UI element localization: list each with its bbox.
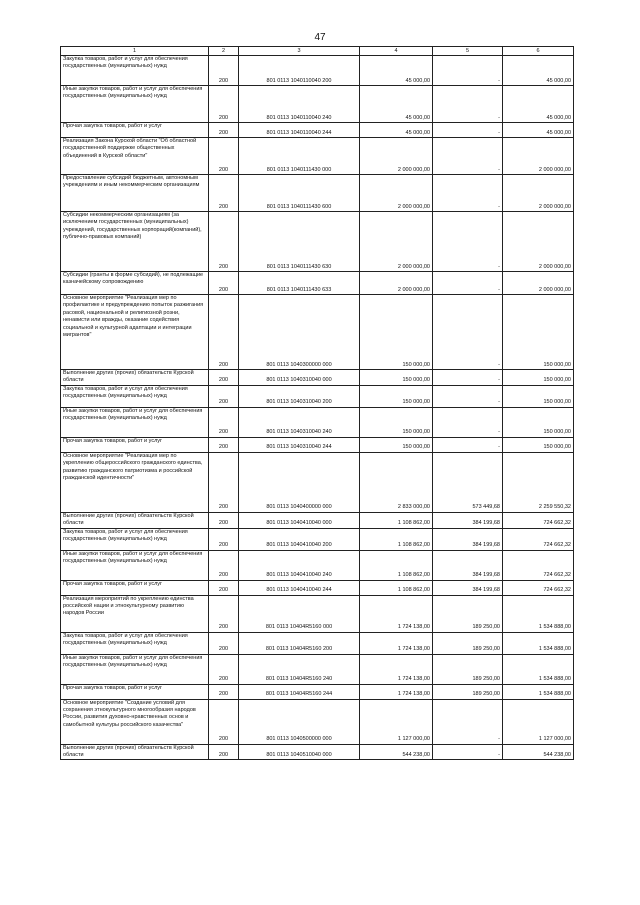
budget-code: 801 0113 1040410040 240 — [239, 550, 360, 580]
amount-approved: 1 127 000,00 — [360, 699, 433, 744]
table-row — [61, 370, 574, 386]
amount-total: 1 534 888,00 — [503, 595, 574, 632]
amount-approved: 2 000 000,00 — [360, 175, 433, 212]
amount-change: 384 199,68 — [433, 528, 503, 550]
ved-code: 200 — [209, 123, 239, 138]
budget-code: 801 0113 1040300000 000 — [239, 295, 360, 370]
amount-change: 384 199,68 — [433, 550, 503, 580]
amount-approved: 45 000,00 — [360, 86, 433, 123]
row-name: Закупка товаров, работ и услуг для обеспечения государственных (муниципальных) нужд — [61, 528, 209, 550]
budget-code: 801 0113 1040310040 240 — [239, 407, 360, 437]
amount-change: 384 199,68 — [433, 512, 503, 528]
ved-code: 200 — [209, 370, 239, 386]
budget-code: 801 0113 1040510040 000 — [239, 744, 360, 760]
amount-total: 1 534 888,00 — [503, 684, 574, 699]
row-name: Закупка товаров, работ и услуг для обеспечения государственных (муниципальных) нужд — [61, 385, 209, 407]
amount-total: 544 238,00 — [503, 744, 574, 760]
amount-approved: 45 000,00 — [360, 56, 433, 86]
row-name: Основное мероприятие "Создание условий для сохранения этнокультурного многообразия народов России, развития духовно-нравственных основ и самобытной культуры российского казачества" — [61, 699, 209, 744]
amount-change: - — [433, 56, 503, 86]
table-header — [61, 47, 574, 56]
budget-code: 801 0113 1040410040 244 — [239, 580, 360, 595]
column-header: 4 — [360, 47, 433, 56]
amount-change: - — [433, 295, 503, 370]
table-row — [61, 212, 574, 272]
table-body — [61, 56, 574, 760]
amount-change: - — [433, 437, 503, 452]
amount-change: - — [433, 86, 503, 123]
budget-table — [60, 46, 574, 760]
row-name: Иные закупки товаров, работ и услуг для обеспечения государственных (муниципальных) нужд — [61, 654, 209, 684]
column-header: 2 — [209, 47, 239, 56]
ved-code: 200 — [209, 212, 239, 272]
row-name: Выполнение других (прочих) обязательств Курской области — [61, 370, 209, 386]
amount-approved: 1 724 138,00 — [360, 654, 433, 684]
ved-code: 200 — [209, 512, 239, 528]
amount-change: 189 250,00 — [433, 595, 503, 632]
amount-change: - — [433, 370, 503, 386]
amount-change: - — [433, 407, 503, 437]
amount-total: 2 000 000,00 — [503, 272, 574, 295]
budget-code: 801 0113 1040410040 200 — [239, 528, 360, 550]
amount-approved: 2 000 000,00 — [360, 138, 433, 175]
amount-change: - — [433, 744, 503, 760]
amount-change: 189 250,00 — [433, 632, 503, 654]
amount-total: 1 534 888,00 — [503, 632, 574, 654]
row-name: Иные закупки товаров, работ и услуг для обеспечения государственных (муниципальных) нужд — [61, 86, 209, 123]
budget-code: 801 0113 1040310040 200 — [239, 385, 360, 407]
budget-code: 801 0113 1040310040 000 — [239, 370, 360, 386]
ved-code: 200 — [209, 595, 239, 632]
header-row — [61, 47, 574, 56]
amount-approved: 1 108 862,00 — [360, 550, 433, 580]
budget-code: 801 0113 10404R5160 244 — [239, 684, 360, 699]
amount-approved: 1 108 862,00 — [360, 528, 433, 550]
table-row — [61, 86, 574, 123]
table-row — [61, 528, 574, 550]
amount-total: 724 662,32 — [503, 528, 574, 550]
budget-code: 801 0113 1040110040 240 — [239, 86, 360, 123]
row-name: Прочая закупка товаров, работ и услуг — [61, 123, 209, 138]
ved-code: 200 — [209, 86, 239, 123]
ved-code: 200 — [209, 437, 239, 452]
budget-code: 801 0113 1040500000 000 — [239, 699, 360, 744]
ved-code: 200 — [209, 699, 239, 744]
ved-code: 200 — [209, 684, 239, 699]
amount-total: 150 000,00 — [503, 437, 574, 452]
amount-approved: 2 000 000,00 — [360, 212, 433, 272]
column-header: 5 — [433, 47, 503, 56]
amount-total: 150 000,00 — [503, 295, 574, 370]
table-row — [61, 272, 574, 295]
amount-change: - — [433, 385, 503, 407]
ved-code: 200 — [209, 56, 239, 86]
budget-code: 801 0113 1040111430 630 — [239, 212, 360, 272]
amount-change: 189 250,00 — [433, 654, 503, 684]
amount-approved: 45 000,00 — [360, 123, 433, 138]
amount-approved: 2 833 000,00 — [360, 452, 433, 512]
row-name: Прочая закупка товаров, работ и услуг — [61, 580, 209, 595]
ved-code: 200 — [209, 452, 239, 512]
amount-total: 724 662,32 — [503, 550, 574, 580]
amount-approved: 150 000,00 — [360, 370, 433, 386]
row-name: Прочая закупка товаров, работ и услуг — [61, 437, 209, 452]
row-name: Иные закупки товаров, работ и услуг для обеспечения государственных (муниципальных) нужд — [61, 407, 209, 437]
ved-code: 200 — [209, 580, 239, 595]
amount-total: 1 127 000,00 — [503, 699, 574, 744]
table-row — [61, 632, 574, 654]
budget-code: 801 0113 1040110040 244 — [239, 123, 360, 138]
ved-code: 200 — [209, 138, 239, 175]
amount-total: 150 000,00 — [503, 370, 574, 386]
amount-total: 45 000,00 — [503, 123, 574, 138]
amount-approved: 1 724 138,00 — [360, 595, 433, 632]
amount-approved: 1 724 138,00 — [360, 632, 433, 654]
row-name: Предоставление субсидий бюджетным, автономным учреждениям и иным некоммерческим организациям — [61, 175, 209, 212]
amount-total: 2 000 000,00 — [503, 175, 574, 212]
row-name: Закупка товаров, работ и услуг для обеспечения государственных (муниципальных) нужд — [61, 56, 209, 86]
amount-approved: 2 000 000,00 — [360, 272, 433, 295]
row-name: Субсидии некоммерческим организациям (за исключением государственных (муниципальных) учреждений, государственных корпораций(компаний), публично-правовых компаний) — [61, 212, 209, 272]
budget-code: 801 0113 1040111430 600 — [239, 175, 360, 212]
amount-approved: 1 108 862,00 — [360, 580, 433, 595]
amount-change: 189 250,00 — [433, 684, 503, 699]
table-row — [61, 699, 574, 744]
row-name: Выполнение других (прочих) обязательств Курской области — [61, 512, 209, 528]
row-name: Закупка товаров, работ и услуг для обеспечения государственных (муниципальных) нужд — [61, 632, 209, 654]
budget-code: 801 0113 10404R5160 000 — [239, 595, 360, 632]
ved-code: 200 — [209, 654, 239, 684]
row-name: Прочая закупка товаров, работ и услуг — [61, 684, 209, 699]
table-row — [61, 580, 574, 595]
budget-code: 801 0113 10404R5160 200 — [239, 632, 360, 654]
amount-approved: 150 000,00 — [360, 295, 433, 370]
amount-change: - — [433, 138, 503, 175]
table-row — [61, 56, 574, 86]
amount-change: - — [433, 699, 503, 744]
row-name: Иные закупки товаров, работ и услуг для обеспечения государственных (муниципальных) нужд — [61, 550, 209, 580]
ved-code: 200 — [209, 528, 239, 550]
table-row — [61, 684, 574, 699]
amount-total: 2 259 550,32 — [503, 452, 574, 512]
amount-total: 2 000 000,00 — [503, 212, 574, 272]
amount-total: 150 000,00 — [503, 385, 574, 407]
table-row — [61, 595, 574, 632]
column-header: 6 — [503, 47, 574, 56]
amount-change: - — [433, 175, 503, 212]
page-number: 47 — [314, 32, 326, 43]
budget-code: 801 0113 1040400000 000 — [239, 452, 360, 512]
budget-code: 801 0113 10404R5160 240 — [239, 654, 360, 684]
table-row — [61, 437, 574, 452]
table-row — [61, 385, 574, 407]
column-header: 3 — [239, 47, 360, 56]
amount-total: 724 662,32 — [503, 580, 574, 595]
ved-code: 200 — [209, 272, 239, 295]
budget-code: 801 0113 1040110040 200 — [239, 56, 360, 86]
ved-code: 200 — [209, 385, 239, 407]
amount-total: 724 662,32 — [503, 512, 574, 528]
budget-code: 801 0113 1040111430 633 — [239, 272, 360, 295]
amount-total: 45 000,00 — [503, 56, 574, 86]
ved-code: 200 — [209, 632, 239, 654]
budget-code: 801 0113 1040310040 244 — [239, 437, 360, 452]
amount-change: - — [433, 212, 503, 272]
ved-code: 200 — [209, 175, 239, 212]
table-row — [61, 407, 574, 437]
row-name: Основное мероприятие "Реализация мер по укреплению общероссийского гражданского единства, развитию гражданского патриотизма и российской гражданской идентичности" — [61, 452, 209, 512]
row-name: Выполнение других (прочих) обязательств Курской области — [61, 744, 209, 760]
table-row — [61, 512, 574, 528]
row-name: Реализация Закона Курской области "Об областной государственной поддержке общественных объединений в Курской области" — [61, 138, 209, 175]
amount-total: 1 534 888,00 — [503, 654, 574, 684]
amount-approved: 1 108 862,00 — [360, 512, 433, 528]
amount-approved: 150 000,00 — [360, 437, 433, 452]
amount-total: 150 000,00 — [503, 407, 574, 437]
amount-total: 45 000,00 — [503, 86, 574, 123]
budget-code: 801 0113 1040410040 000 — [239, 512, 360, 528]
amount-approved: 544 238,00 — [360, 744, 433, 760]
amount-approved: 1 724 138,00 — [360, 684, 433, 699]
row-name: Субсидии (гранты в форме субсидий), не подлежащие казначейскому сопровождению — [61, 272, 209, 295]
amount-total: 2 000 000,00 — [503, 138, 574, 175]
table-row — [61, 175, 574, 212]
row-name: Основное мероприятие "Реализация мер по профилактике и предупреждению попыток разжигания расовой, национальной и религиозной розни, ненависти или вражды, оказание содействия социальной и культурной адаптации и интеграции мигрантов" — [61, 295, 209, 370]
table-row — [61, 138, 574, 175]
amount-change: - — [433, 272, 503, 295]
table-row — [61, 744, 574, 760]
ved-code: 200 — [209, 407, 239, 437]
table-row — [61, 123, 574, 138]
table-row — [61, 654, 574, 684]
amount-approved: 150 000,00 — [360, 407, 433, 437]
amount-change: - — [433, 123, 503, 138]
column-header: 1 — [61, 47, 209, 56]
table-row — [61, 550, 574, 580]
ved-code: 200 — [209, 744, 239, 760]
row-name: Реализация мероприятий по укреплению единства российской нации и этнокультурному развитию народов России — [61, 595, 209, 632]
amount-approved: 150 000,00 — [360, 385, 433, 407]
table-row — [61, 295, 574, 370]
amount-change: 384 199,68 — [433, 580, 503, 595]
ved-code: 200 — [209, 295, 239, 370]
ved-code: 200 — [209, 550, 239, 580]
budget-code: 801 0113 1040111430 000 — [239, 138, 360, 175]
table-row — [61, 452, 574, 512]
amount-change: 573 449,68 — [433, 452, 503, 512]
